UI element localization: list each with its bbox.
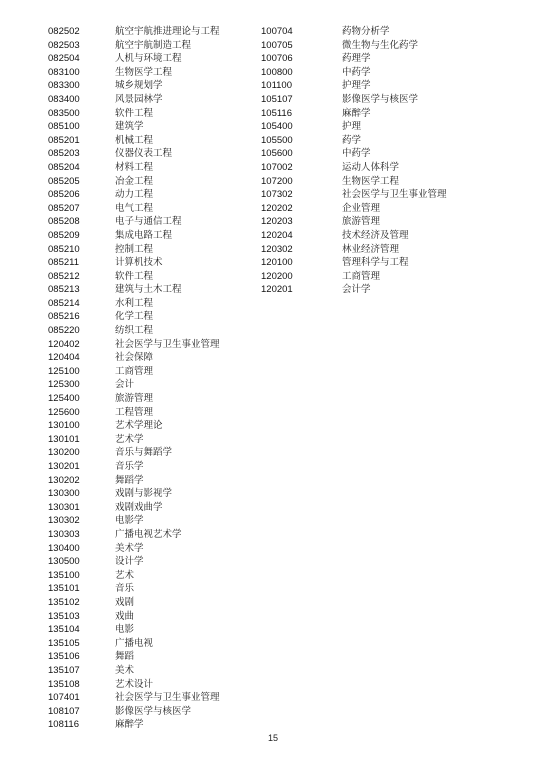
major-name: 纺织工程 [115, 325, 154, 337]
major-name: 动力工程 [115, 189, 154, 201]
list-item [261, 283, 447, 297]
major-name: 艺术学理论 [115, 420, 163, 432]
major-code: 125600 [48, 406, 80, 418]
major-code: 085203 [48, 148, 80, 160]
major-name: 微生物与生化药学 [342, 39, 419, 51]
major-name: 风景园林学 [115, 93, 163, 105]
major-name: 药物分析学 [342, 26, 390, 37]
major-name: 护理学 [342, 80, 371, 92]
list-item [48, 406, 220, 420]
list-item [48, 446, 220, 460]
list-item [48, 243, 220, 257]
major-code: 135103 [48, 610, 80, 622]
major-name: 水利工程 [115, 297, 154, 309]
list-item [48, 256, 220, 270]
major-code: 083400 [48, 93, 80, 105]
major-name: 艺术设计 [115, 678, 154, 690]
major-code: 105500 [261, 134, 293, 146]
major-code: 130101 [48, 433, 80, 445]
major-code: 135105 [48, 637, 80, 649]
major-name: 软件工程 [115, 107, 154, 119]
major-code: 135100 [48, 569, 80, 581]
major-name: 软件工程 [115, 270, 154, 282]
major-code: 085207 [48, 202, 80, 214]
list-item [48, 623, 220, 637]
major-name: 电气工程 [115, 202, 154, 214]
list-item [261, 270, 447, 284]
major-code: 105400 [261, 121, 293, 133]
list-item [48, 678, 220, 692]
major-code: 120302 [261, 243, 293, 255]
list-item [261, 188, 447, 202]
list-item [48, 161, 220, 175]
major-code: 085208 [48, 216, 80, 228]
major-name: 广播电视艺术学 [115, 528, 182, 540]
major-code: 100704 [261, 26, 293, 37]
major-name: 城乡规划学 [115, 80, 163, 92]
major-name: 戏剧 [115, 596, 135, 608]
major-name: 电影 [115, 624, 135, 636]
list-item [48, 378, 220, 392]
major-name: 舞蹈 [115, 651, 135, 663]
list-item [48, 202, 220, 216]
list-item [48, 542, 220, 556]
major-name: 管理科学与工程 [342, 257, 409, 269]
list-item [48, 351, 220, 365]
major-name: 麻醉学 [342, 107, 371, 119]
major-code: 085206 [48, 189, 80, 201]
major-code: 130302 [48, 515, 80, 527]
list-item [261, 202, 447, 216]
list-item [48, 691, 220, 705]
major-name: 中药学 [342, 66, 371, 78]
major-name: 旅游管理 [115, 393, 154, 405]
page-number: 15 [267, 733, 278, 743]
major-name: 影像医学与核医学 [342, 93, 419, 105]
right-column [261, 25, 447, 297]
major-name: 企业管理 [342, 202, 381, 214]
list-item [261, 243, 447, 257]
major-code: 085100 [48, 121, 80, 133]
list-item [48, 650, 220, 664]
major-name: 影像医学与核医学 [115, 705, 192, 717]
major-code: 100705 [261, 39, 293, 51]
list-item [48, 501, 220, 515]
major-code: 130303 [48, 528, 80, 540]
list-item [48, 705, 220, 719]
major-code: 120201 [261, 284, 293, 296]
major-code: 085210 [48, 243, 80, 255]
major-name: 音乐学 [115, 461, 144, 472]
major-name: 工商管理 [115, 365, 154, 377]
list-item [48, 52, 220, 66]
major-code: 108116 [48, 719, 79, 731]
list-item [261, 66, 447, 80]
major-name: 航空宇航推进理论与工程 [115, 26, 220, 37]
list-item [48, 514, 220, 528]
major-name: 社会保障 [115, 352, 154, 364]
list-item [48, 107, 220, 121]
major-code: 107401 [48, 692, 80, 704]
major-code: 120200 [261, 270, 293, 282]
major-code: 085220 [48, 325, 80, 337]
major-code: 120204 [261, 229, 293, 241]
major-code: 135101 [48, 583, 80, 595]
major-name: 化学工程 [115, 311, 154, 323]
major-code: 135108 [48, 678, 80, 690]
major-code: 105107 [261, 93, 293, 105]
major-name: 电子与通信工程 [115, 216, 182, 228]
list-item [48, 474, 220, 488]
major-code: 135106 [48, 651, 80, 663]
major-name: 药学 [342, 134, 362, 146]
major-name: 护理 [342, 121, 362, 133]
list-item [261, 52, 447, 66]
list-item [48, 66, 220, 80]
major-name: 中药学 [342, 148, 371, 160]
list-item [48, 297, 220, 311]
list-item [261, 147, 447, 161]
major-name: 冶金工程 [115, 175, 154, 187]
list-item [48, 270, 220, 284]
major-code: 107302 [261, 189, 293, 201]
list-item [48, 25, 220, 39]
major-code: 085213 [48, 284, 80, 296]
major-name: 社会医学与卫生事业管理 [115, 692, 220, 704]
major-code: 085211 [48, 257, 79, 269]
list-item [261, 107, 447, 121]
major-name: 美术学 [115, 542, 144, 554]
list-item [48, 555, 220, 569]
major-code: 107002 [261, 161, 293, 173]
major-code: 083300 [48, 80, 80, 92]
major-code: 082502 [48, 26, 80, 37]
list-item [261, 256, 447, 270]
list-item [48, 310, 220, 324]
list-item [48, 175, 220, 189]
major-name: 机械工程 [115, 134, 154, 146]
major-code: 108107 [48, 705, 80, 717]
list-item [48, 365, 220, 379]
major-name: 麻醉学 [115, 719, 144, 731]
list-item [48, 120, 220, 134]
list-item [261, 134, 447, 148]
list-item [261, 79, 447, 93]
major-code: 130301 [48, 501, 80, 513]
major-name: 材料工程 [115, 161, 154, 173]
major-name: 建筑学 [115, 121, 144, 133]
major-name: 运动人体科学 [342, 161, 400, 173]
major-code: 085205 [48, 175, 80, 187]
major-code: 135102 [48, 596, 80, 608]
major-code: 085216 [48, 311, 80, 323]
major-code: 085204 [48, 161, 80, 173]
list-item [48, 664, 220, 678]
major-name: 建筑与土木工程 [115, 284, 182, 296]
major-code: 085201 [48, 134, 80, 146]
major-name: 集成电路工程 [115, 229, 173, 241]
major-code: 085209 [48, 229, 80, 241]
list-item [48, 582, 220, 596]
list-item [48, 528, 220, 542]
major-name: 音乐 [115, 583, 135, 595]
list-item [261, 161, 447, 175]
major-name: 广播电视 [115, 637, 154, 649]
major-code: 130300 [48, 488, 80, 500]
list-item [48, 419, 220, 433]
list-item [261, 229, 447, 243]
major-name: 旅游管理 [342, 216, 381, 228]
list-item [48, 93, 220, 107]
major-code: 130200 [48, 447, 80, 459]
major-name: 工商管理 [342, 270, 381, 282]
major-code: 125300 [48, 379, 80, 391]
major-name: 舞蹈学 [115, 474, 144, 486]
major-code: 107200 [261, 175, 293, 187]
major-code: 085214 [48, 297, 80, 309]
major-name: 工程管理 [115, 406, 154, 418]
list-item [261, 175, 447, 189]
major-name: 林业经济管理 [342, 243, 400, 255]
major-name: 美术 [115, 664, 135, 676]
major-code: 105116 [261, 107, 292, 119]
major-name: 社会医学与卫生事业管理 [115, 338, 220, 350]
major-name: 技术经济及管理 [342, 229, 409, 241]
major-name: 社会医学与卫生事业管理 [342, 189, 447, 201]
major-name: 设计学 [115, 556, 144, 568]
major-code: 130100 [48, 420, 80, 432]
list-item [261, 93, 447, 107]
major-code: 105600 [261, 148, 293, 160]
list-item [48, 283, 220, 297]
list-item [48, 460, 220, 474]
major-name: 生物医学工程 [342, 175, 400, 187]
major-code: 083500 [48, 107, 80, 119]
major-code: 130201 [48, 461, 80, 472]
major-name: 计算机技术 [115, 257, 163, 269]
major-code: 100706 [261, 53, 293, 65]
major-code: 130202 [48, 474, 80, 486]
list-item [48, 188, 220, 202]
list-item [48, 134, 220, 148]
major-code: 120202 [261, 202, 293, 214]
major-name: 药理学 [342, 53, 371, 65]
major-name: 生物医学工程 [115, 66, 173, 78]
list-item [48, 596, 220, 610]
list-item [48, 39, 220, 53]
major-code: 120203 [261, 216, 293, 228]
list-item [48, 433, 220, 447]
major-name: 会计学 [342, 284, 371, 296]
list-item [48, 324, 220, 338]
major-code: 120100 [261, 257, 293, 269]
list-item [48, 392, 220, 406]
list-item [48, 718, 220, 732]
major-code: 130400 [48, 542, 80, 554]
list-item [261, 25, 447, 39]
major-name: 音乐与舞蹈学 [115, 447, 173, 459]
major-name: 航空宇航制造工程 [115, 39, 192, 51]
major-code: 083100 [48, 66, 80, 78]
major-code: 082503 [48, 39, 80, 51]
major-name: 控制工程 [115, 243, 154, 255]
major-code: 085212 [48, 270, 80, 282]
major-name: 电影学 [115, 515, 144, 527]
major-name: 戏剧戏曲学 [115, 501, 163, 513]
major-code: 120404 [48, 352, 80, 364]
list-item [48, 229, 220, 243]
major-name: 戏曲 [115, 610, 135, 622]
major-name: 人机与环境工程 [115, 53, 182, 65]
major-code: 125100 [48, 365, 80, 377]
list-item [48, 610, 220, 624]
list-item [48, 487, 220, 501]
major-name: 仪器仪表工程 [115, 148, 173, 160]
major-code: 130500 [48, 556, 80, 568]
major-name: 会计 [115, 379, 135, 391]
major-name: 戏剧与影视学 [115, 488, 173, 500]
major-name: 艺术学 [115, 433, 144, 445]
left-column [48, 25, 220, 732]
list-item [48, 637, 220, 651]
major-code: 120402 [48, 338, 80, 350]
major-name: 艺术 [115, 569, 135, 581]
major-code: 135107 [48, 664, 80, 676]
major-code: 082504 [48, 53, 80, 65]
list-item [48, 147, 220, 161]
list-item [48, 338, 220, 352]
list-item [48, 79, 220, 93]
list-item [48, 215, 220, 229]
major-code: 101100 [261, 80, 292, 92]
list-item [261, 120, 447, 134]
major-code: 100800 [261, 66, 293, 78]
major-code: 135104 [48, 624, 80, 636]
list-item [261, 215, 447, 229]
list-item [48, 569, 220, 583]
list-item [261, 39, 447, 53]
major-code: 125400 [48, 393, 80, 405]
